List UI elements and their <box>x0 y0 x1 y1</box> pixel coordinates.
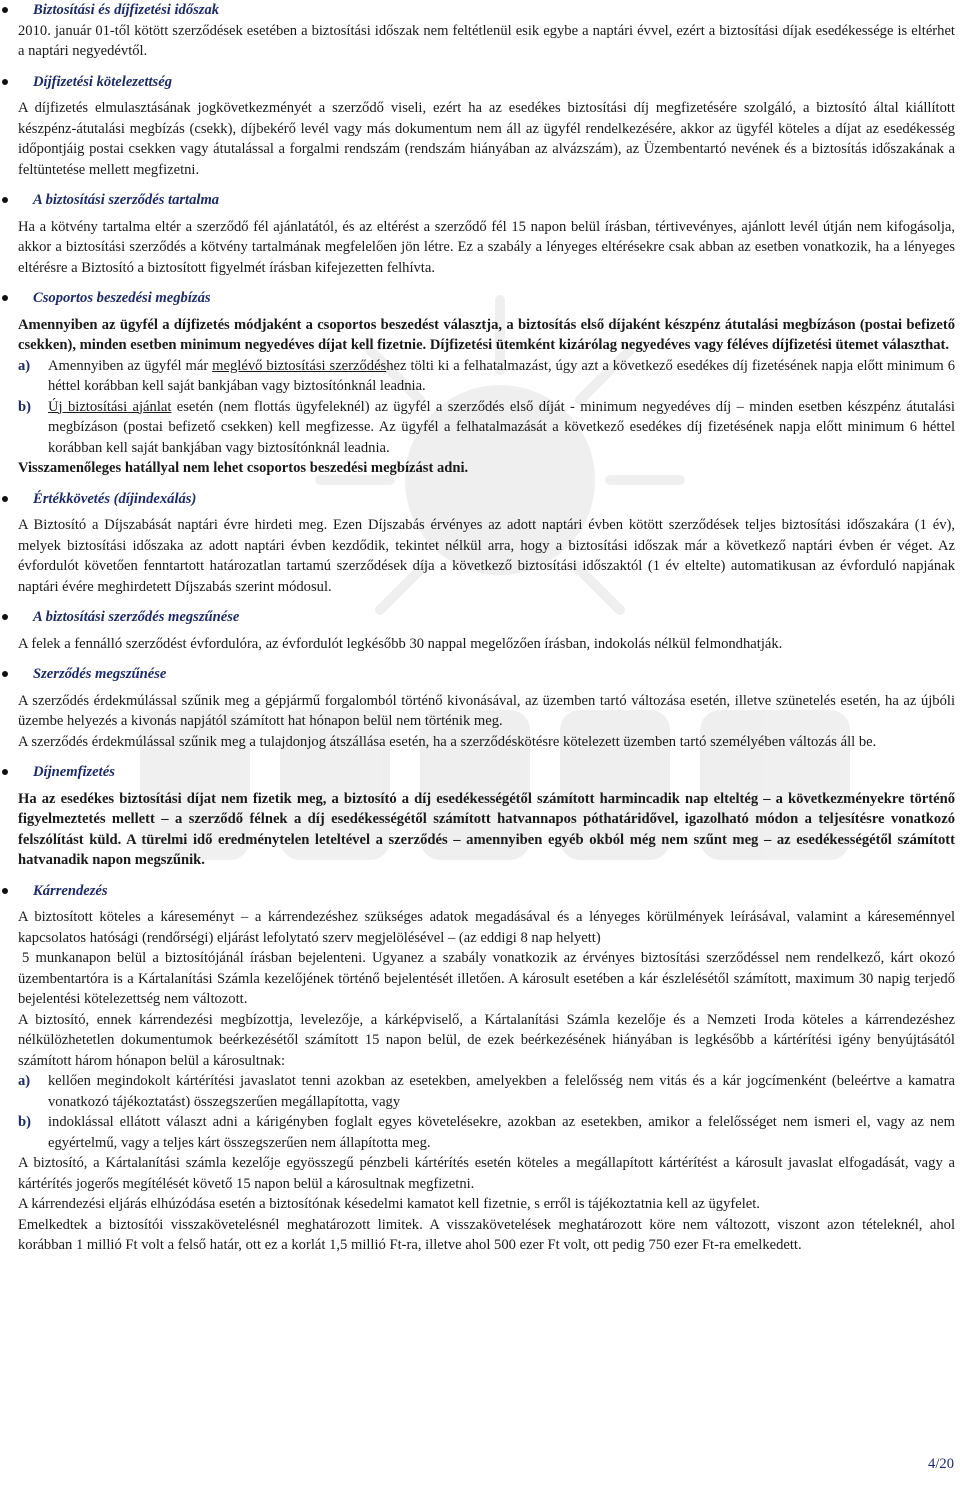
section-heading <box>18 288 955 309</box>
paragraph: A szerződés érdekmúlással szűnik meg a gépjármű forgalomból történő kivonásával, az üzemben tartó változása esetén, illetve szünetelés esetén, ha az újbóli üzembe helyezés a kivonás napjától számított hat hónapon belül nem történik meg. <box>18 692 955 729</box>
list-text: esetén (nem flottás ügyfeleknél) az ügyfél a szerződés első díját - minimum negyedéves díj – minden esetben készpénz átutalási megbízáson (postai befizető csekken) kell megfizesse. Az ügyfél a felhatalmazását a következő esedékes díj fizetésének napja előtt minimum 6 héttel korábban kell saját bankjában vagy biztosítónknál leadnia. <box>48 398 955 456</box>
underlined-term: Új biztosítási ajánlat <box>48 398 172 415</box>
list-text: hez tölti ki a felhatalmazást, úgy azt a következő esedékes díj fizetésének napja előtt minimum 6 héttel korábban kell saját bankjában vagy biztosítónknál leadnia. <box>48 357 955 394</box>
paragraph: 5 munkanapon belül a biztosítójánál írásban bejelenteni. Ugyanez a szabály vonatkozik az érvényes biztosítási szerződéssel nem rendelkező, kárt okozó üzembentartóra is a Kártalanítási Számla kezelőjének történő bejelentését illetően. A károsult esetében a kár észlelésétől számított, maximum 30 napig terjedő bejelentési kötelezettség nem változott. <box>18 950 955 1007</box>
paragraph: A kárrendezési eljárás elhúzódása esetén a biztosítónak késedelmi kamatot kell fizetnie, s erről is tájékoztatnia kell az ügyfelet. <box>18 1196 760 1212</box>
underlined-term: meglévő biztosítási szerződés <box>212 357 387 374</box>
paragraph: Ha a kötvény tartalma eltér a szerződő fél ajánlatától, és az eltérést a szerződő fél 15 napon belül írásban, tértivevényes, ajánlott levél útján nem kifogásolja, akkor a biztosítási szerződés a kötvény tartalmának megfelelően jön létre. Ez a szabály a lényeges eltérésekre csak abban az esetben vonatkozik, ha a lényeges eltérésre a Biztosító a biztosított figyelmét írásban kifejezetten felhívta. <box>18 218 955 276</box>
list-item-a <box>18 356 955 397</box>
bullet-icon <box>2 614 8 620</box>
bullet-icon <box>2 295 8 301</box>
bullet-icon <box>2 769 8 775</box>
paragraph-bold: Ha az esedékes biztosítási díjat nem fizetik meg, a biztosító a díj esedékességétől számított harmincadik nap elteltég – a következményekre történő figyelmeztetés mellett – a szerződő félnek a díj esedékességétől számított hatvannapos póthatáridővel, igazolható módon a teljesítésre vonatkozó felszólítást küld. A türelmi idő eredménytelen leteltével a szerződés – amennyiben egyéb okból még nem szűnt meg – az esedékességétől számított hatvanadik napon megszűnik. <box>18 790 955 868</box>
list-label: a) <box>18 1073 31 1089</box>
section-heading <box>18 190 955 211</box>
section-heading <box>18 881 955 902</box>
paragraph-bold: Visszamenőleges hatállyal nem lehet csoportos beszedési megbízást adni. <box>18 460 469 476</box>
section-heading <box>18 0 955 21</box>
list-label: b) <box>18 398 31 415</box>
bullet-icon <box>2 888 8 894</box>
section-heading <box>18 762 955 783</box>
page-number: 4/20 <box>928 1455 954 1472</box>
section-heading-text: Értékkövetés (díjindexálás) <box>33 490 197 507</box>
paragraph: Emelkedtek a biztosítói visszakövetelésnél meghatározott limitek. A visszakövetelések meghatározott köre nem változott, viszont azon tételeknél, ahol korábban 1 millió Ft volt a felső határ, ott ez a korlát 1,5 millió Ft-ra, illetve ahol 500 ezer Ft volt, ott pedig 750 ezer Ft-ra emelkedett. <box>18 1216 955 1253</box>
paragraph: A biztosított köteles a káreseményt – a kárrendezéshez szükséges adatok megadásával és a lényeges körülmények leírásával, valamint a káreseménnyel kapcsolatos hatósági (rendőrségi) eljárást lefolytató szerv megjelölésével – (az eddigi 8 nap helyett) <box>18 909 955 946</box>
section-heading-text: Biztosítási és díjfizetési időszak <box>33 2 220 18</box>
list-text: Amennyiben az ügyfél már <box>48 357 213 374</box>
bullet-icon <box>2 496 8 502</box>
list-label: a) <box>18 357 31 374</box>
section-heading-text: A biztosítási szerződés tartalma <box>33 192 220 208</box>
paragraph: A díjfizetés elmulasztásának jogkövetkezményét a szerződő viseli, ezért ha az esedékes biztosítási díj megfizetésére szolgáló, a biztosító által kiállított készpénz-átutalási megbízás (csekk), díjbekérő levél vagy más dokumentum nem áll az ügyfél rendelkezésére, akkor az ügyfél köteles a díjat az esedékesség időpontjáig postai csekken vagy átutalással a forgalmi rendszám (rendszám hiányában az alvázszám), az Üzembentartó nevének és a biztosítás időszakának a feltüntetése mellett megfizetni. <box>18 100 955 178</box>
list-item-b <box>18 397 955 459</box>
paragraph: 2010. január 01-től kötött szerződések esetében a biztosítási időszak nem feltétlenül esik egybe a naptári évvel, ezért a biztosítási díjak esedékessége is eltérhet a naptári negyedévtől. <box>18 22 955 59</box>
paragraph: A felek a fennálló szerződést évfordulóra, az évfordulót legkésőbb 30 nappal megelőzően írásban, indokolás nélkül felmondhatják. <box>18 635 783 652</box>
section-heading <box>18 489 955 510</box>
paragraph: A szerződés érdekmúlással szűnik meg a tulajdonjog átszállása esetén, ha a szerződéskötésre kötelezett üzemben tartó személyében változás áll be. <box>18 733 877 750</box>
bullet-icon <box>2 197 8 203</box>
section-heading-text: Díjnemfizetés <box>33 764 115 780</box>
bullet-icon <box>2 79 8 85</box>
section-heading-text: Szerződés megszűnése <box>33 666 167 682</box>
paragraph-bold: Amennyiben az ügyfél a díjfizetés módjaként a csoportos beszedést választja, a biztosítás első díjaként készpénz átutalási megbízáson (postai befizető csekken), minden esetben minimum negyedéves díjat kell fizetnie. Díjfizetési ütemként kizárólag negyedéves vagy féléves díjfizetési ütemet választhat. <box>18 316 955 353</box>
bullet-icon <box>2 671 8 677</box>
list-label: b) <box>18 1114 31 1130</box>
list-text: kellően megindokolt kártérítési javaslatot tenni azokban az esetekben, amelyekben a felelősség nem vitás és a kár jogcímenként (beleértve a kamatra vonatkozó tájékoztatást) összegszerűen megállapította, vagy <box>48 1073 955 1110</box>
section-heading-text: Díjfizetési kötelezettség <box>33 73 173 90</box>
paragraph: A biztosító, ennek kárrendezési megbízottja, levelezője, a kárképviselő, a Kártalanítási Számla kezelője és a Nemzeti Iroda köteles a kárrendezéshez nélkülözhetetlen dokumentumok beérkezésétől számított 15 napon belül, de ezek beérkezésének hiányában is legkésőbb a kártérítési igény benyújtásától számított három hónapon belül a károsultnak: <box>18 1011 955 1069</box>
bullet-icon <box>2 7 8 13</box>
list-text: indoklással ellátott választ adni a kárigényben foglalt egyes követelésekre, azokban az esetekben, amikor a felelősséget nem ismeri el, vagy az nem egyértelmű, vagy a teljes kárt összegszerűen nem állapította meg. <box>48 1114 955 1151</box>
list-item-b <box>18 1112 955 1153</box>
section-heading <box>18 664 955 685</box>
paragraph: A biztosító, a Kártalanítási számla kezelője egyösszegű pénzbeli kártérítés esetén köteles a megállapított kártérítést a károsult javaslat elfogadását, vagy a kártérítés jogerős megítélését követő 15 napon belül a károsultnak megfizetni. <box>18 1155 955 1192</box>
document-page <box>18 0 955 1256</box>
list-item-a <box>18 1071 955 1112</box>
section-heading-text: Csoportos beszedési megbízás <box>33 290 211 306</box>
section-heading <box>18 72 955 93</box>
section-heading <box>18 607 955 628</box>
paragraph: A Biztosító a Díjszabását naptári évre hirdeti meg. Ezen Díjszabás érvényes az adott naptári évben kötött szerződések teljes biztosítási időszakára (1 év), melyek biztosítási időszaka az adott naptári évben kezdődik, tekintet nélkül arra, hogy a biztosítási időszak már a következő naptári évben ér véget. Az évfordulót követően fenntartott határozatlan tartamú szerződések díja a következő biztosítási időszaktól (1 év eltelte) automatikusan az évforduló napjának naptári évére meghirdetett Díjszabás szerint módosul. <box>18 517 955 595</box>
section-heading-text: A biztosítási szerződés megszűnése <box>33 609 240 625</box>
section-heading-text: Kárrendezés <box>33 882 108 899</box>
